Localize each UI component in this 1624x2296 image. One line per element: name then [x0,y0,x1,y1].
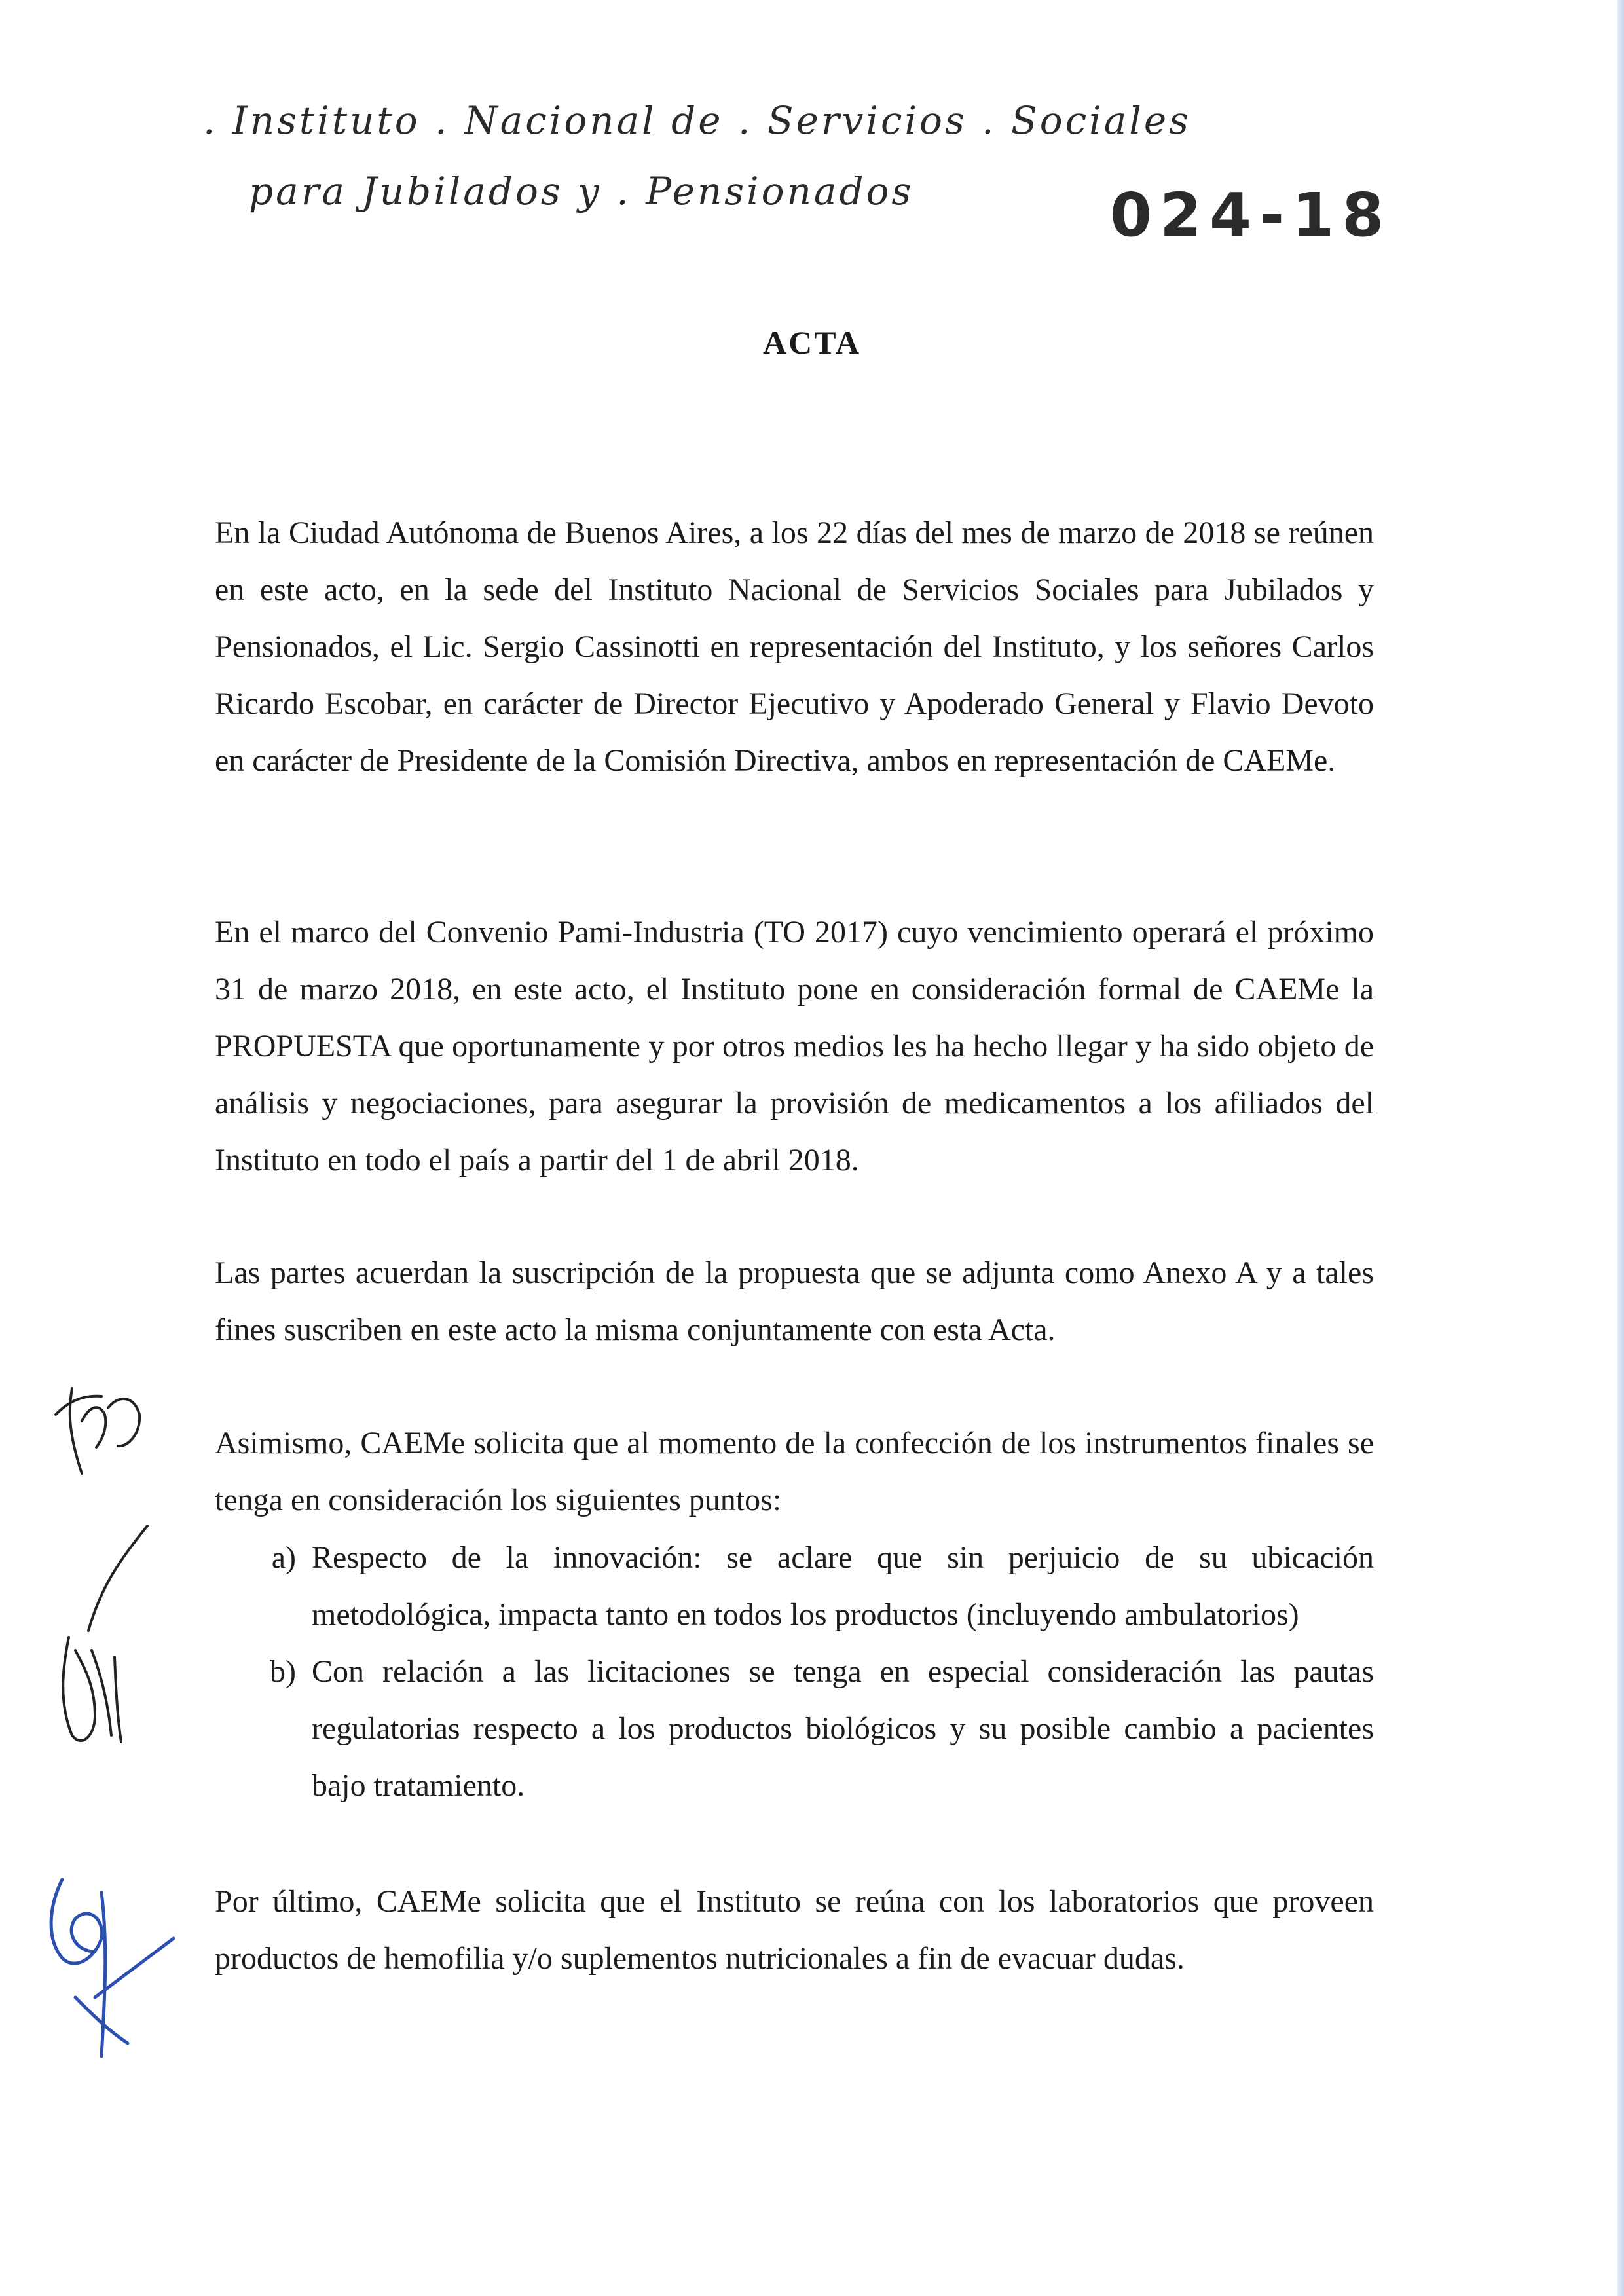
signature-blue [36,1866,187,2069]
signature-initials-2 [29,1519,167,1755]
request-list [215,1529,1374,1814]
document-number: 024-18 [1110,180,1392,250]
letterhead-line-1: . Instituto . Nacional de . Servicios . Sociales [203,98,1191,143]
list-item [215,1643,1374,1814]
paragraph-proposal: En el marco del Convenio Pami-Industria (TO 2017) cuyo vencimiento operará el próximo 31 de marzo 2018, en este acto, el Instituto pone en consideración formal de CAEMe la PROPUESTA que oportunamente y por otros medios les ha hecho llegar y ha sido objeto de análisis y negociaciones, para asegurar la provisión de medicamentos a los afiliados del Instituto en todo el país a partir del 1 de abril 2018. [215,915,1374,1177]
list-marker: a) [271,1540,296,1575]
letterhead-line-2: para Jubilados y . Pensionados [249,169,914,213]
signature-initials-1 [36,1369,167,1493]
paragraph-requests: Asimismo, CAEMe solicita que al momento de la confección de los instrumentos finales se tenga en consideración los siguientes puntos: [215,1426,1374,1517]
list-marker: b) [270,1654,296,1689]
list-item-text: Con relación a las licitaciones se tenga en especial consideración las pautas regulatorias respecto a los productos biológicos y su posible cambio a pacientes bajo tratamiento. [312,1654,1374,1803]
document-title: ACTA [763,324,861,361]
paragraph-agreement: Las partes acuerdan la suscripción de la propuesta que se adjunta como Anexo A y a tales fines suscriben en este acto la misma conjuntamente con esta Acta. [215,1255,1374,1347]
list-item [215,1529,1374,1643]
paragraph-closing: Por último, CAEMe solicita que el Instituto se reúna con los laboratorios que proveen productos de hemofilia y/o suplementos nutricionales a fin de evacuar dudas. [215,1884,1374,1976]
list-item-text: Respecto de la innovación: se aclare que sin perjuicio de su ubicación metodológica, impacta tanto en todos los productos (incluyendo ambulatorios) [312,1540,1374,1632]
paragraph-meeting: En la Ciudad Autónoma de Buenos Aires, a los 22 días del mes de marzo de 2018 se reúnen en este acto, en la sede del Instituto Nacional de Servicios Sociales para Jubilados y Pensionados, el Lic. Sergio Cassinotti en representación del Instituto, y los señores Carlos Ricardo Escobar, en carácter de Director Ejecutivo y Apoderado General y Flavio Devoto en carácter de Presidente de la Comisión Directiva, ambos en representación de CAEMe. [215,515,1374,778]
